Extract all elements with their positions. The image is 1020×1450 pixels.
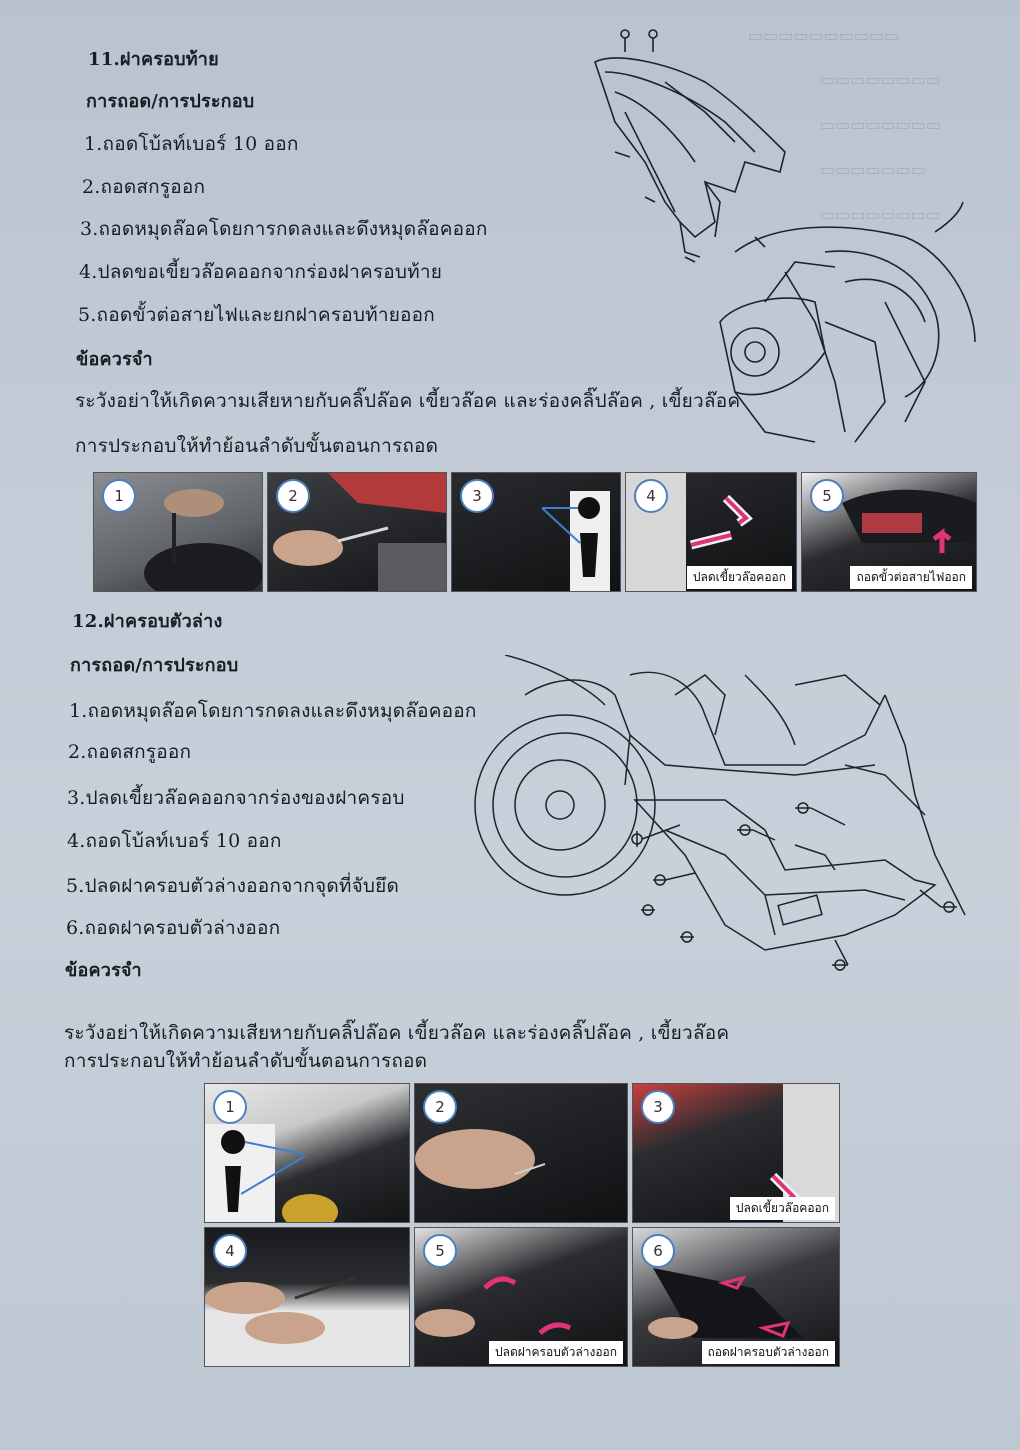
section-11-photo-strip xyxy=(93,472,977,592)
section-12-note-title: ข้อควรจำ xyxy=(65,960,142,981)
section-11-photo-4 xyxy=(625,472,797,592)
step-number-badge: 4 xyxy=(634,479,668,513)
section-11-step: 4.ปลดขอเขี้ยวล๊อคออกจากร่องฝาครอบท้าย xyxy=(79,261,443,283)
photo-caption: ปลดเขี้ยวล๊อคออก xyxy=(730,1197,835,1220)
under-cover-diagram xyxy=(465,655,975,985)
section-11-subtitle: การถอด/การประกอบ xyxy=(86,91,255,112)
section-12-title: 12.ฝาครอบตัวล่าง xyxy=(72,611,223,632)
section-12-step: 3.ปลดเขี้ยวล๊อคออกจากร่องของฝาครอบ xyxy=(67,787,405,809)
section-12-step: 1.ถอดหมุดล๊อคโดยการกดลงและดึงหมุดล๊อคออก xyxy=(69,700,477,722)
rear-cover-diagram xyxy=(585,22,985,452)
step-number-badge: 5 xyxy=(810,479,844,513)
section-12-step: 2.ถอดสกรูออก xyxy=(68,741,192,763)
section-12-subtitle: การถอด/การประกอบ xyxy=(70,655,239,676)
photo-caption: ปลดฝาครอบตัวล่างออก xyxy=(489,1341,623,1364)
section-12-photo-grid xyxy=(204,1083,840,1365)
section-12-note: การประกอบให้ทำย้อนลำดับขั้นตอนการถอด xyxy=(64,1050,428,1072)
photo-caption: ปลดเขี้ยวล๊อคออก xyxy=(687,566,792,589)
section-11-step: 1.ถอดโบ้ลท์เบอร์ 10 ออก xyxy=(84,133,299,155)
step-number-badge: 1 xyxy=(213,1090,247,1124)
section-12-photo-5 xyxy=(414,1227,628,1367)
section-12-photo-1 xyxy=(204,1083,410,1223)
step-number-badge: 1 xyxy=(102,479,136,513)
step-number-badge: 5 xyxy=(423,1234,457,1268)
step-number-badge: 3 xyxy=(641,1090,675,1124)
section-11-photo-1 xyxy=(93,472,263,592)
step-number-badge: 6 xyxy=(641,1234,675,1268)
section-11-step: 3.ถอดหมุดล๊อคโดยการกดลงและดึงหมุดล๊อคออก xyxy=(80,218,488,240)
step-number-badge: 2 xyxy=(276,479,310,513)
section-11-step: 2.ถอดสกรูออก xyxy=(82,176,206,198)
photo-caption: ถอดฝาครอบตัวล่างออก xyxy=(702,1341,836,1364)
step-number-badge: 2 xyxy=(423,1090,457,1124)
section-11-note: ระวังอย่าให้เกิดความเสียหายกับคลิ๊ปล๊อค เขี้ยวล๊อค และร่องคลิ๊ปล๊อค , เขี้ยวล๊อค xyxy=(75,390,741,412)
section-12-step: 5.ปลดฝาครอบตัวล่างออกจากจุดที่จับยึด xyxy=(66,875,400,897)
section-11-photo-3 xyxy=(451,472,621,592)
section-11-note-title: ข้อควรจำ xyxy=(76,349,153,370)
section-12-photo-2 xyxy=(414,1083,628,1223)
section-12-photo-4 xyxy=(204,1227,410,1367)
section-12-photo-3 xyxy=(632,1083,840,1223)
section-11-photo-5 xyxy=(801,472,977,592)
step-number-badge: 4 xyxy=(213,1234,247,1268)
section-12-step: 4.ถอดโบ้ลท์เบอร์ 10 ออก xyxy=(67,830,282,852)
section-11-note: การประกอบให้ทำย้อนลำดับขั้นตอนการถอด xyxy=(75,435,439,457)
section-12-note: ระวังอย่าให้เกิดความเสียหายกับคลิ๊ปล๊อค เขี้ยวล๊อค และร่องคลิ๊ปล๊อค , เขี้ยวล๊อค xyxy=(64,1022,730,1044)
photo-caption: ถอดขั้วต่อสายไฟออก xyxy=(850,566,972,589)
section-12-photo-6 xyxy=(632,1227,840,1367)
section-11-step: 5.ถอดขั้วต่อสายไฟและยกฝาครอบท้ายออก xyxy=(78,304,435,326)
section-11-title: 11.ฝาครอบท้าย xyxy=(88,49,219,70)
section-11-photo-2 xyxy=(267,472,447,592)
step-number-badge: 3 xyxy=(460,479,494,513)
section-12-step: 6.ถอดฝาครอบตัวล่างออก xyxy=(66,917,281,939)
